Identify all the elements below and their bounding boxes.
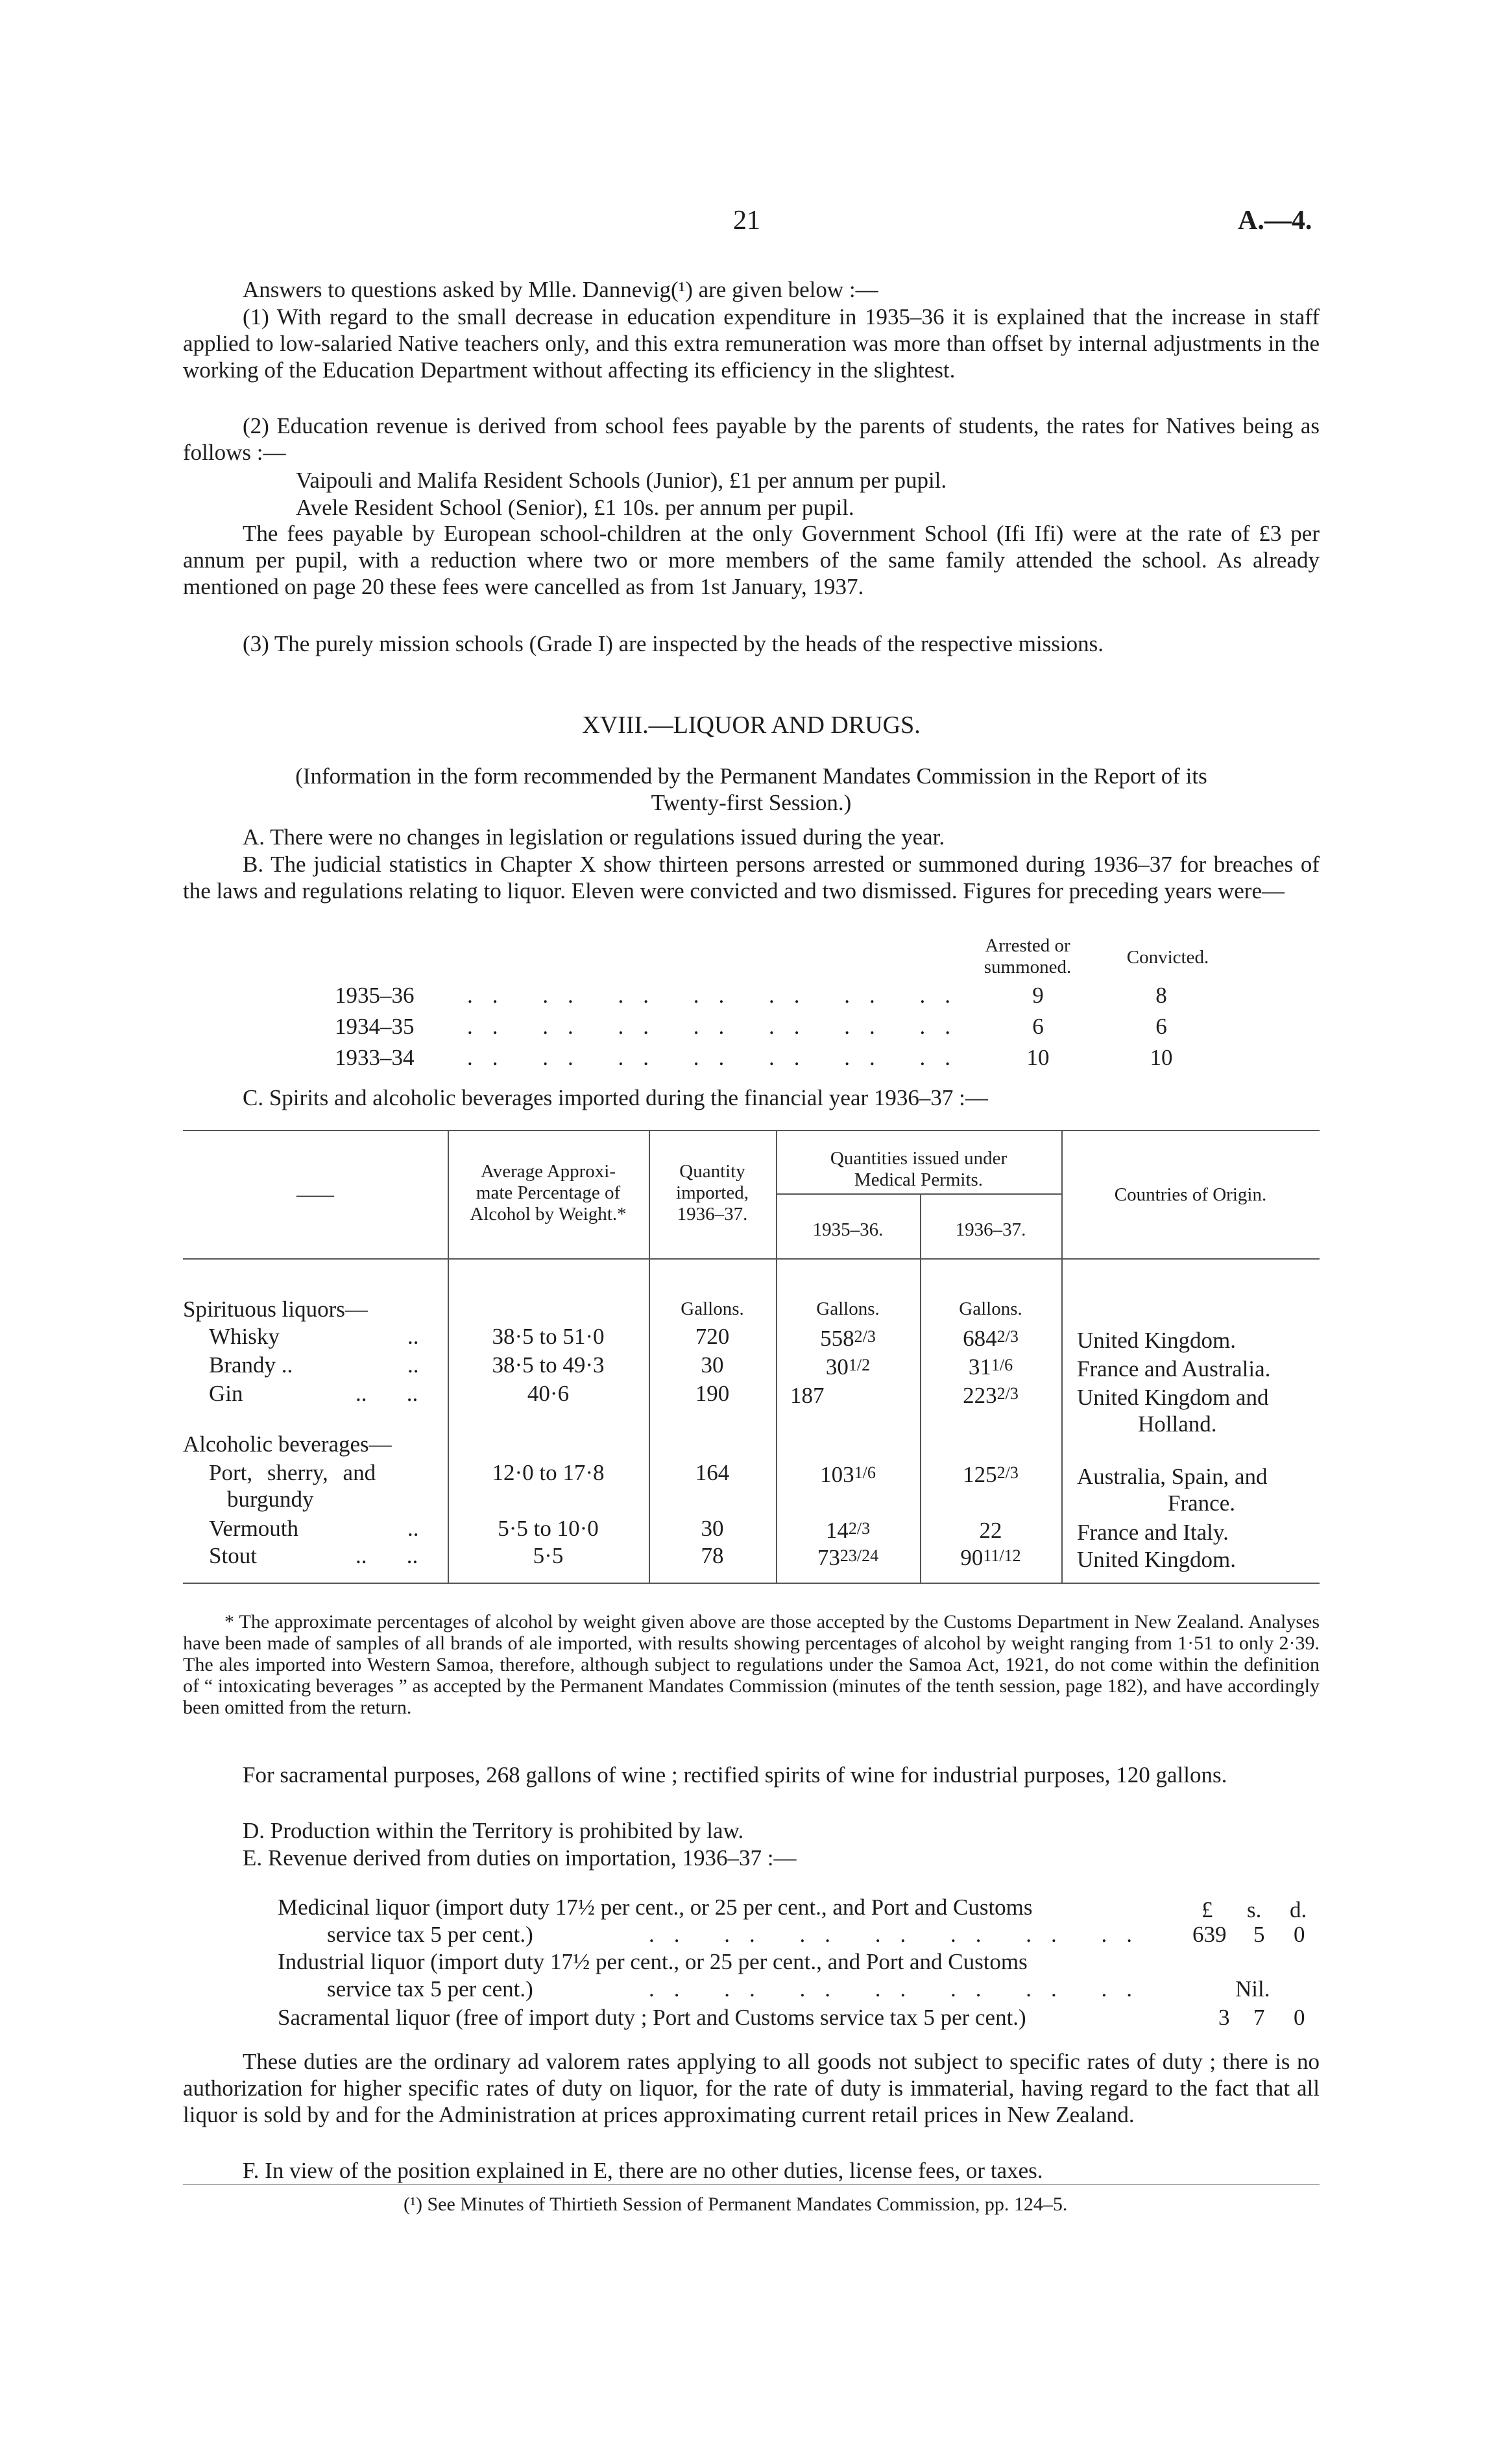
answer-3: (3) The purely mission schools (Grade I) are inspected by the heads of the respective missions.	[243, 631, 1104, 656]
alcohol-percentage-header-line-3: Alcohol by Weight.*	[470, 1204, 627, 1225]
whole-value: 31	[968, 1354, 991, 1380]
item-e: E. Revenue derived from duties on importation, 1936–37 :—	[243, 1845, 797, 1871]
year-1935-header: 1935–36.	[812, 1219, 884, 1240]
table-row-name: Brandy ..	[209, 1352, 293, 1378]
table-row-origin	[1077, 1463, 1268, 1516]
table-row-name: Whisky	[209, 1324, 280, 1349]
fraction: 2/3	[854, 1327, 876, 1346]
table-row-origin-line-2: Holland.	[1138, 1411, 1217, 1437]
leader-dots: ..	[407, 1352, 419, 1378]
fee-junior: Vaipouli and Malifa Resident Schools (Junior), £1 per annum per pupil.	[296, 468, 947, 493]
revenue-medicinal-shillings: 5	[1253, 1922, 1265, 1947]
leader-dots: .. .. .. .. .. .. ..	[649, 1922, 1152, 1947]
table-row-origin	[1077, 1384, 1269, 1437]
page-number: 21	[733, 206, 760, 235]
section-subtitle-line-2: Twenty-first Session.)	[651, 790, 852, 815]
alcohol-percentage-header-line-2: mate Percentage of	[476, 1182, 621, 1203]
revenue-medicinal-pence: 0	[1294, 1922, 1305, 1947]
table-row-1935	[790, 1380, 825, 1409]
table-row-name: Gin	[209, 1381, 243, 1406]
table-row-1936	[920, 1542, 1061, 1571]
leader-dots: ..	[407, 1324, 419, 1349]
table-row-origin: United Kingdom.	[1077, 1328, 1236, 1353]
section-subtitle	[183, 763, 1320, 816]
table-row-quantity: 78	[701, 1543, 724, 1568]
medical-permits-header	[776, 1148, 1061, 1191]
revenue-sacramental-pounds: 3	[1218, 2005, 1230, 2030]
revenue-medicinal-pounds: 639	[1192, 1922, 1227, 1947]
arrest-row-convicted: 8	[1155, 983, 1167, 1008]
unit-label: Gallons.	[816, 1298, 880, 1319]
table-row-percentage: 40·6	[527, 1381, 570, 1406]
table-row-origin-line-1: Australia, Spain, and	[1077, 1464, 1268, 1489]
fraction: 1/2	[848, 1356, 871, 1374]
duties-paragraph: These duties are the ordinary ad valorem rates applying to all goods not subject to specific rates of duty ; there is no authorization for higher specific rates of duty on liquor, for the rate of duty is immaterial, having regard to the fact that all liquor is sold by and for the Administration at prices approximating current retail prices in New Zealand.	[183, 2049, 1320, 2127]
whole-value: 684	[963, 1326, 997, 1351]
item-c: C. Spirits and alcoholic beverages imported during the financial year 1936–37 :—	[243, 1085, 988, 1110]
fraction: 11/12	[983, 1546, 1021, 1565]
arrest-row-year: 1935–36	[335, 983, 415, 1008]
arrest-row-arrested: 6	[1032, 1014, 1044, 1039]
alcohol-percentage-header-line-1: Average Approxi-	[480, 1161, 616, 1182]
table-row-percentage: 38·5 to 49·3	[492, 1352, 605, 1378]
item-f: F. In view of the position explained in E, there are no other duties, license fees, or taxes.	[243, 2158, 1043, 2183]
table-row-quantity: 164	[695, 1460, 730, 1485]
arrest-row-arrested: 10	[1026, 1045, 1050, 1070]
table-row-name-line-1: Port, sherry, and	[209, 1460, 376, 1485]
currency-pounds-header: £	[1201, 1897, 1213, 1922]
table-row-percentage: 12·0 to 17·8	[492, 1460, 605, 1485]
currency-pence-header: d.	[1290, 1897, 1307, 1922]
arrest-row-year: 1934–35	[335, 1014, 415, 1039]
table-row-origin-line-1: United Kingdom and	[1077, 1385, 1269, 1410]
answer-2: (2) Education revenue is derived from school fees payable by the parents of students, the rates for Natives being as follows :—	[183, 413, 1320, 465]
table-row-percentage: 5·5	[533, 1543, 564, 1568]
table-row-origin: France and Italy.	[1077, 1520, 1229, 1545]
table-row-quantity: 190	[695, 1381, 730, 1406]
table-row-quantity: 30	[701, 1516, 724, 1541]
whole-value: 22	[979, 1518, 1002, 1543]
table-row-name: Stout	[209, 1543, 257, 1568]
fraction: 1/6	[991, 1356, 1013, 1374]
revenue-industrial-line-2: service tax 5 per cent.)	[327, 1976, 533, 2002]
revenue-sacramental: Sacramental liquor (free of import duty ; Port and Customs service tax 5 per cent.)	[278, 2005, 1026, 2030]
whole-value: 187	[790, 1383, 825, 1408]
table-row-origin: France and Australia.	[1077, 1356, 1271, 1382]
quantity-header-line-2: imported,	[676, 1182, 749, 1203]
currency-shillings-header: s.	[1247, 1897, 1262, 1922]
item-b: B. The judicial statistics in Chapter X show thirteen persons arrested or summoned during 1936–37 for breaches of the laws and regulations relating to liquor. Eleven were convicted and two dismissed. Figures for preceding years were—	[183, 852, 1320, 903]
european-fees: The fees payable by European school-children at the only Government School (Ifi Ifi) were at the rate of £3 per annum per pupil, with a reduction where two or more members of the same family attended the school. As already mentioned on page 20 these fees were cancelled as from 1st January, 1937.	[183, 521, 1320, 599]
fraction: 2/3	[996, 1384, 1019, 1403]
table-row-origin: United Kingdom.	[1077, 1547, 1236, 1572]
table-row-1935	[776, 1459, 920, 1488]
unit-label: Gallons.	[681, 1298, 744, 1319]
table-row-1936	[920, 1515, 1061, 1544]
unit-label: Gallons.	[959, 1298, 1022, 1319]
table-row-name	[209, 1459, 376, 1513]
table-row-1936	[920, 1459, 1061, 1488]
fraction: 2/3	[848, 1519, 871, 1538]
section-subtitle-line-1: (Information in the form recommended by the Permanent Mandates Commission in the Report of its	[295, 763, 1207, 789]
countries-header: Countries of Origin.	[1114, 1184, 1267, 1205]
sacramental-paragraph: For sacramental purposes, 268 gallons of wine ; rectified spirits of wine for industrial purposes, 120 gallons.	[243, 1762, 1227, 1788]
medical-header-rule	[776, 1193, 1061, 1195]
leader-dots: .. .. .. .. .. .. ..	[467, 983, 970, 1008]
group-spirituous: Spirituous liquors—	[183, 1297, 368, 1322]
whole-value: 14	[825, 1518, 849, 1543]
fraction: 23/24	[839, 1546, 879, 1565]
revenue-industrial-amount: Nil.	[1235, 1976, 1270, 2002]
revenue-industrial-line-1: Industrial liquor (import duty 17½ per cent., or 25 per cent., and Port and Customs	[278, 1949, 1028, 1974]
year-1936-header: 1936–37.	[955, 1219, 1026, 1240]
arrest-row-arrested: 9	[1032, 983, 1044, 1008]
alcohol-footnote: * The approximate percentages of alcohol by weight given above are those accepted by the Customs Department in New Zealand. Analyses have been made of samples of all brands of ale imported, with results showing percentages of alcohol by weight ranging from 1·51 to only 2·39. The ales imported into Western Samoa, therefore, although subject to regulations under the Samoa Act, 1921, do not come within the definition of “ intoxicating beverages ” as accepted by the Permanent Mandates Commission (minutes of the tenth session, page 182), and have accordingly been omitted from the return.	[183, 1611, 1320, 1718]
group-alcoholic: Alcoholic beverages—	[183, 1431, 392, 1457]
page-footnote: (¹) See Minutes of Thirtieth Session of Permanent Mandates Commission, pp. 124–5.	[404, 2194, 1068, 2215]
document-reference: A.—4.	[1238, 206, 1312, 235]
table-row-name: Vermouth	[209, 1516, 299, 1541]
fraction: 2/3	[996, 1463, 1019, 1482]
leader-dots: .. .. .. .. .. .. ..	[649, 1976, 1152, 2002]
intro-lead: Answers to questions asked by Mlle. Dannevig(¹) are given below :—	[243, 277, 878, 302]
alcohol-percentage-header	[448, 1161, 649, 1225]
blank-column-header: ——	[296, 1184, 334, 1205]
leader-dots: .. .. .. .. .. .. ..	[467, 1045, 970, 1070]
fraction: 2/3	[996, 1327, 1019, 1346]
table-row-1935	[776, 1515, 920, 1544]
table-row-1936	[920, 1352, 1061, 1380]
leader-dots: .. ..	[356, 1543, 418, 1568]
revenue-sacramental-pence: 0	[1294, 2005, 1305, 2030]
table-row-1935	[776, 1352, 920, 1380]
whole-value: 558	[820, 1326, 854, 1351]
convicted-header: Convicted.	[1126, 947, 1209, 968]
whole-value: 103	[820, 1462, 854, 1487]
item-d: D. Production within the Territory is prohibited by law.	[243, 1818, 744, 1843]
revenue-sacramental-shillings: 7	[1253, 2005, 1265, 2030]
revenue-medicinal-line-2: service tax 5 per cent.)	[327, 1922, 533, 1947]
arrested-header	[963, 935, 1093, 978]
table-row-1935	[776, 1542, 920, 1571]
table-row-name-line-2: burgundy	[227, 1487, 314, 1512]
table-row-origin-line-2: France.	[1168, 1490, 1235, 1516]
table-row-quantity: 720	[695, 1324, 730, 1349]
arrest-row-convicted: 10	[1150, 1045, 1173, 1070]
revenue-medicinal-line-1: Medicinal liquor (import duty 17½ per cent., or 25 per cent., and Port and Customs	[278, 1895, 1033, 1920]
arrest-row-year: 1933–34	[335, 1045, 415, 1070]
whole-value: 90	[960, 1545, 984, 1570]
quantity-header-line-1: Quantity	[679, 1161, 745, 1182]
whole-value: 223	[963, 1383, 997, 1408]
table-top-rule	[183, 1130, 1320, 1131]
arrested-header-line-1: Arrested or	[985, 935, 1070, 956]
table-row-percentage: 38·5 to 51·0	[492, 1324, 605, 1349]
fee-senior: Avele Resident School (Senior), £1 10s. per annum per pupil.	[296, 495, 854, 520]
quantity-header-line-3: 1936–37.	[677, 1204, 748, 1225]
arrested-header-line-2: summoned.	[984, 957, 1072, 977]
leader-dots: .. .. .. .. .. .. ..	[467, 1014, 970, 1039]
item-a: A. There were no changes in legislation or regulations issued during the year.	[243, 824, 945, 850]
section-title: XVIII.—LIQUOR AND DRUGS.	[582, 712, 921, 739]
table-bottom-rule	[183, 1583, 1320, 1584]
table-row-1935	[776, 1323, 920, 1352]
whole-value: 125	[963, 1462, 997, 1487]
table-header-rule	[183, 1258, 1320, 1260]
table-row-1936	[920, 1380, 1061, 1409]
fraction: 1/6	[854, 1463, 876, 1482]
medical-permits-header-line-1: Quantities issued under	[830, 1148, 1008, 1169]
leader-dots: .. ..	[356, 1381, 418, 1406]
footnote-rule	[183, 2184, 1320, 2185]
table-row-quantity: 30	[701, 1352, 724, 1378]
table-row-1936	[920, 1323, 1061, 1352]
whole-value: 30	[825, 1354, 849, 1380]
medical-permits-header-line-2: Medical Permits.	[854, 1169, 984, 1190]
whole-value: 73	[817, 1545, 840, 1570]
table-row-percentage: 5·5 to 10·0	[498, 1516, 599, 1541]
answer-1: (1) With regard to the small decrease in education expenditure in 1935–36 it is explained that the increase in staff applied to low-salaried Native teachers only, and this extra remuneration was more than offset by internal adjustments in the working of the Education Department without affecting its efficiency in the slightest.	[183, 304, 1320, 383]
arrest-row-convicted: 6	[1155, 1014, 1167, 1039]
leader-dots: ..	[407, 1516, 419, 1541]
quantity-header	[649, 1161, 776, 1225]
